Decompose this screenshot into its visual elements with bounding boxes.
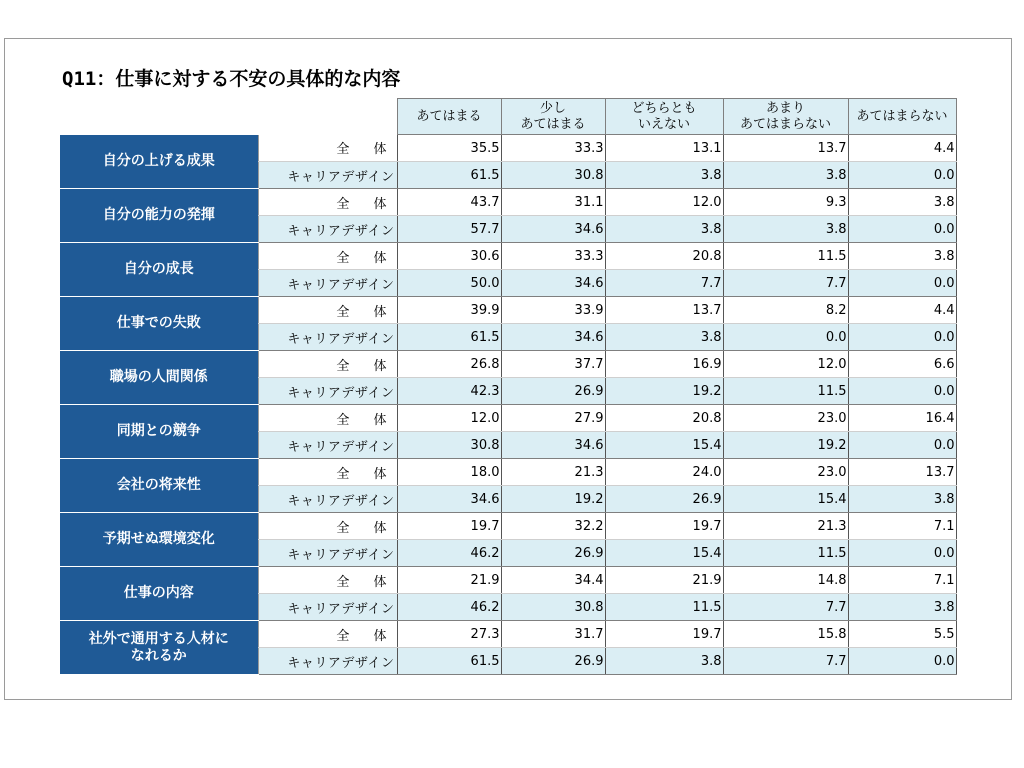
category-label [60, 405, 258, 459]
table-row [60, 513, 956, 540]
value-cell: 3.8 [848, 243, 956, 270]
column-header [501, 99, 605, 135]
value-cell: 3.8 [848, 594, 956, 621]
value-cell: 11.5 [723, 378, 848, 405]
group-label: 全 体 [258, 405, 397, 432]
value-cell: 8.2 [723, 297, 848, 324]
category-label [60, 189, 258, 243]
value-cell: 13.7 [723, 135, 848, 162]
group-label: キャリアデザイン [258, 378, 397, 405]
value-cell: 33.3 [501, 243, 605, 270]
column-header-line: あてはまらない [739, 116, 831, 132]
value-cell: 12.0 [723, 351, 848, 378]
table-row [60, 243, 956, 270]
column-header-line: あてはまらない [856, 108, 948, 124]
category-label-line: 自分の能力の発揮 [102, 207, 215, 223]
group-label: 全 体 [258, 243, 397, 270]
value-cell: 26.9 [501, 378, 605, 405]
value-cell: 30.8 [397, 432, 501, 459]
value-cell: 15.4 [723, 486, 848, 513]
value-cell: 30.6 [397, 243, 501, 270]
value-cell: 19.2 [723, 432, 848, 459]
value-cell: 0.0 [848, 162, 956, 189]
column-header [848, 99, 956, 135]
value-cell: 14.8 [723, 567, 848, 594]
value-cell: 16.9 [605, 351, 723, 378]
value-cell: 3.8 [848, 486, 956, 513]
column-header-line: あてはまる [416, 108, 482, 124]
value-cell: 15.8 [723, 621, 848, 648]
category-label-line: なれるか [130, 647, 187, 664]
value-cell: 31.1 [501, 189, 605, 216]
value-cell: 21.9 [605, 567, 723, 594]
value-cell: 27.9 [501, 405, 605, 432]
table-row [60, 135, 956, 162]
value-cell: 19.2 [605, 378, 723, 405]
value-cell: 13.7 [605, 297, 723, 324]
value-cell: 30.8 [501, 162, 605, 189]
value-cell: 12.0 [397, 405, 501, 432]
value-cell: 6.6 [848, 351, 956, 378]
value-cell: 20.8 [605, 405, 723, 432]
value-cell: 61.5 [397, 162, 501, 189]
value-cell: 32.2 [501, 513, 605, 540]
value-cell: 7.7 [723, 648, 848, 675]
value-cell: 34.6 [501, 270, 605, 297]
column-header-line: どちらとも [631, 100, 697, 116]
value-cell: 7.7 [723, 270, 848, 297]
value-cell: 23.0 [723, 459, 848, 486]
value-cell: 33.3 [501, 135, 605, 162]
column-header [605, 99, 723, 135]
page-title: Q11：仕事に対する不安の具体的な内容 [62, 68, 401, 90]
value-cell: 0.0 [848, 540, 956, 567]
value-cell: 7.1 [848, 567, 956, 594]
group-label: キャリアデザイン [258, 648, 397, 675]
value-cell: 13.7 [848, 459, 956, 486]
value-cell: 3.8 [605, 162, 723, 189]
value-cell: 26.9 [501, 648, 605, 675]
value-cell: 35.5 [397, 135, 501, 162]
category-label-line: 職場の人間関係 [109, 369, 208, 385]
column-header-line: あまり [765, 100, 805, 116]
table-row [60, 621, 956, 648]
value-cell: 7.7 [605, 270, 723, 297]
group-label: 全 体 [258, 189, 397, 216]
value-cell: 9.3 [723, 189, 848, 216]
group-label: キャリアデザイン [258, 540, 397, 567]
value-cell: 4.4 [848, 297, 956, 324]
value-cell: 3.8 [605, 648, 723, 675]
category-label [60, 513, 258, 567]
value-cell: 0.0 [848, 324, 956, 351]
column-header-line: いえない [637, 116, 690, 132]
table-row [60, 405, 956, 432]
value-cell: 21.3 [723, 513, 848, 540]
value-cell: 3.8 [605, 324, 723, 351]
value-cell: 61.5 [397, 648, 501, 675]
value-cell: 30.8 [501, 594, 605, 621]
value-cell: 13.1 [605, 135, 723, 162]
category-label [60, 297, 258, 351]
group-label: キャリアデザイン [258, 270, 397, 297]
value-cell: 3.8 [723, 162, 848, 189]
value-cell: 34.6 [501, 216, 605, 243]
category-label [60, 351, 258, 405]
group-label: キャリアデザイン [258, 594, 397, 621]
value-cell: 3.8 [605, 216, 723, 243]
survey-table [60, 98, 957, 675]
value-cell: 19.7 [605, 513, 723, 540]
value-cell: 21.3 [501, 459, 605, 486]
group-label: キャリアデザイン [258, 432, 397, 459]
group-label: 全 体 [258, 621, 397, 648]
value-cell: 26.9 [501, 540, 605, 567]
value-cell: 46.2 [397, 594, 501, 621]
value-cell: 11.5 [605, 594, 723, 621]
category-label-line: 予期せぬ環境変化 [102, 531, 215, 547]
group-label: キャリアデザイン [258, 486, 397, 513]
category-label-line: 自分の成長 [123, 261, 194, 277]
value-cell: 0.0 [848, 270, 956, 297]
category-label-line: 会社の将来性 [116, 477, 201, 493]
column-header [723, 99, 848, 135]
value-cell: 34.6 [397, 486, 501, 513]
table-row [60, 189, 956, 216]
category-label-line: 社外で通用する人材に [88, 630, 229, 647]
value-cell: 46.2 [397, 540, 501, 567]
group-label: キャリアデザイン [258, 162, 397, 189]
value-cell: 7.1 [848, 513, 956, 540]
value-cell: 11.5 [723, 243, 848, 270]
group-label: 全 体 [258, 459, 397, 486]
group-label: 全 体 [258, 135, 397, 162]
value-cell: 12.0 [605, 189, 723, 216]
value-cell: 31.7 [501, 621, 605, 648]
value-cell: 0.0 [848, 648, 956, 675]
value-cell: 50.0 [397, 270, 501, 297]
value-cell: 4.4 [848, 135, 956, 162]
value-cell: 26.9 [605, 486, 723, 513]
value-cell: 7.7 [723, 594, 848, 621]
value-cell: 5.5 [848, 621, 956, 648]
group-label: キャリアデザイン [258, 216, 397, 243]
category-label-line: 仕事での失敗 [116, 315, 201, 331]
value-cell: 34.6 [501, 432, 605, 459]
value-cell: 0.0 [848, 378, 956, 405]
value-cell: 57.7 [397, 216, 501, 243]
value-cell: 3.8 [723, 216, 848, 243]
value-cell: 23.0 [723, 405, 848, 432]
category-label [60, 567, 258, 621]
category-label [60, 621, 258, 675]
value-cell: 27.3 [397, 621, 501, 648]
table-row [60, 351, 956, 378]
category-label [60, 243, 258, 297]
category-label-line: 仕事の内容 [123, 585, 194, 601]
group-label: キャリアデザイン [258, 324, 397, 351]
value-cell: 15.4 [605, 540, 723, 567]
category-label [60, 459, 258, 513]
header-blank [258, 99, 397, 135]
value-cell: 18.0 [397, 459, 501, 486]
category-label [60, 135, 258, 189]
value-cell: 34.6 [501, 324, 605, 351]
category-label-line: 自分の上げる成果 [102, 152, 215, 169]
value-cell: 11.5 [723, 540, 848, 567]
value-cell: 21.9 [397, 567, 501, 594]
category-label-line: 同期との競争 [116, 423, 201, 439]
value-cell: 0.0 [848, 216, 956, 243]
header-row [60, 99, 956, 135]
value-cell: 26.8 [397, 351, 501, 378]
value-cell: 24.0 [605, 459, 723, 486]
value-cell: 0.0 [723, 324, 848, 351]
value-cell: 19.7 [605, 621, 723, 648]
value-cell: 43.7 [397, 189, 501, 216]
column-header [397, 99, 501, 135]
value-cell: 42.3 [397, 378, 501, 405]
value-cell: 33.9 [501, 297, 605, 324]
value-cell: 16.4 [848, 405, 956, 432]
value-cell: 20.8 [605, 243, 723, 270]
column-header-line: 少し [539, 100, 566, 116]
value-cell: 61.5 [397, 324, 501, 351]
value-cell: 34.4 [501, 567, 605, 594]
table-row [60, 459, 956, 486]
group-label: 全 体 [258, 567, 397, 594]
value-cell: 3.8 [848, 189, 956, 216]
group-label: 全 体 [258, 351, 397, 378]
table-row [60, 297, 956, 324]
group-label: 全 体 [258, 297, 397, 324]
table-row [60, 567, 956, 594]
value-cell: 19.7 [397, 513, 501, 540]
value-cell: 19.2 [501, 486, 605, 513]
value-cell: 15.4 [605, 432, 723, 459]
column-header-line: あてはまる [520, 116, 586, 132]
value-cell: 39.9 [397, 297, 501, 324]
value-cell: 0.0 [848, 432, 956, 459]
value-cell: 37.7 [501, 351, 605, 378]
header-blank [60, 99, 258, 135]
group-label: 全 体 [258, 513, 397, 540]
